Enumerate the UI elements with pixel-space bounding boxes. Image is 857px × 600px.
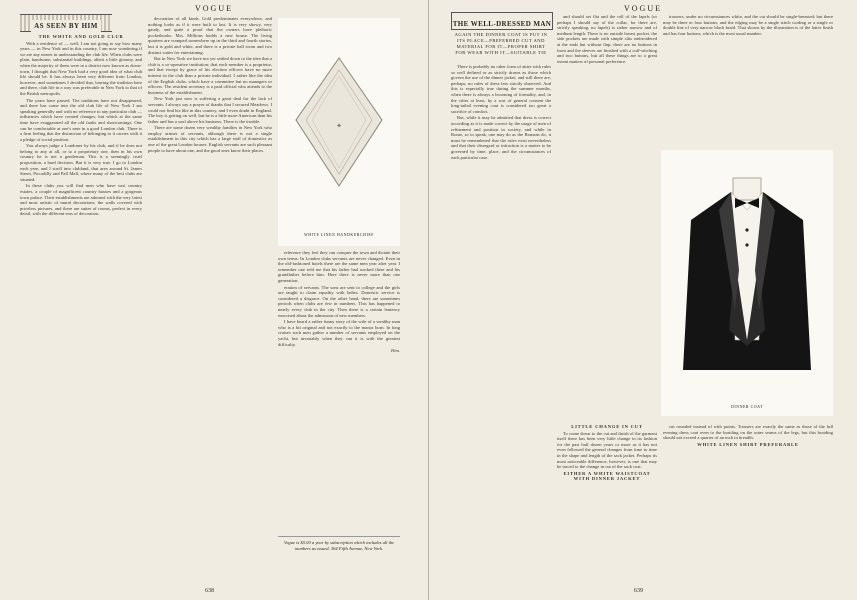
well-dressed-man-header bbox=[451, 12, 553, 30]
right-column-3-top bbox=[663, 14, 833, 164]
paragraph: To come down to the cut and finish of the garment itself there has been very little change in its fashion for the past half dozen years or more as it has not even followed the general changes from time to time in the shape and length of the sack jacket. Perhaps its most noticeable difference, however, is one that may be traced to the change in cut of the sack coat. bbox=[557, 430, 657, 470]
article-heading: THE WHITE AND GOLD CLUB bbox=[38, 34, 124, 39]
right-folio: 639 bbox=[634, 588, 643, 594]
waistcoat-heading: EITHER A WHITE WAISTCOAT WITH DINNER JACKET bbox=[563, 470, 651, 482]
paragraph: You always judge a Londoner by his club, and if he does not belong to any at all, or to a proprietary one, then in his own country he is not a gentleman. This is a seemingly cruel proposition, a hard decision. But it is very true. I go to London each year, and I stroll into clubland, that area around St. James Street, Piccadilly and Pall Mall, where many of the best clubs are situated. bbox=[20, 143, 142, 182]
as-seen-by-him-header bbox=[20, 14, 112, 32]
left-folio: 638 bbox=[205, 588, 214, 594]
paragraph: But, while it may be admitted that dress is correct according as it is made correct by the usage of men of refinement and position in society, and while in Rome, so to speak, one may do as the Romans do, it must be remembered that the rules exist nevertheless and that their disregard or infraction is a matter to be governed by time, place, and the circumstances of each particular case. bbox=[451, 115, 551, 160]
paragraph: The years have passed. The traditions have not disappeared, and there has come into the old club life of New York I am speaking generally and with no reference to any particular club — influences which have created changes, but which at the same time have exaggerated all the old faults and shortcomings. One can be comfortable at one's ease in a good London club. There is a firm feeling that the distinction of belonging to it carries with it a pledge of social position. bbox=[20, 97, 142, 142]
paragraph: New York just now is suffering a great deal for the lack of servants. I always say a prayer of thanks that I secured Meadows. I could not find his like in this country, and I even doubt in England. The boy is getting on well, but he is a little more American than his father and has a soul above his business. There is the trouble. bbox=[148, 96, 272, 124]
paragraph: There are some dozen very wealthy families in New York who employ armies of servants, although there is not a single establishment in this city which has a large staff of domestics as one of the great London houses. English servants are such pleasant people to have about one, and the good ones know their places. bbox=[148, 125, 272, 153]
handkerchief-figure bbox=[278, 18, 400, 246]
dinner-coat-figure bbox=[661, 150, 833, 416]
section-title: AS SEEN BY HIM bbox=[31, 20, 101, 32]
svg-text:✦: ✦ bbox=[336, 122, 342, 130]
paragraph: With a residence of — well, I am not going to say how many years — in New York and in this country, I am now wondering if we are any nearer in understanding the club life. When clubs were plain, handsome, substantial buildings, albeit a little gloomy, and when the majority of them were in a district now known as down-town, I thought that New York had a very good idea of what club life should be. It has always been very different from London, however, and sometimes I decided that, barring the tradition here and there, club life in a way was preferable in New York to that of the British metropolis. bbox=[20, 40, 142, 96]
handkerchief-illustration bbox=[278, 18, 400, 228]
signature: Him. bbox=[390, 348, 400, 354]
paragraph: I have heard a rather funny story of the wife of a wealthy man who is a bit original and not exactly to the manor born. In long cruises such men gather a number of servants employed on the yacht, but invariably when they can it is with the greatest difficulty. bbox=[278, 319, 400, 347]
paragraph: eration of servants. The sons are sent to college and the girls are taught to claim equality with ladies. Domestic service is considered a disgrace. On the other hand, there are sometimes periods when clubs are few in numbers. This has happened to nearly every club in the city. Then there is a certain leniency exercised about the admission of new members. bbox=[278, 284, 400, 318]
paragraph: decoration of all kinds. Gold predominates everywhere, and nothing looks as if it were built to last. It is very showy, very gaudy, and quite a proof that the owners have plethoric pocketbooks. Mrs. Millions builds a new house. The living quarters are cramped somewhere up in the third and fourth stories, but it is gold and white, and there is a private ball room and two distinct suites for entertaining. bbox=[148, 16, 272, 55]
left-column-3 bbox=[278, 250, 400, 530]
left-masthead: VOGUE bbox=[195, 4, 233, 13]
article-deck: AGAIN THE DINNER COAT IS PUT IN ITS PLACE—PREFERRED CUT AND MATERIAL FOR IT—PROPER SHIRT FOR WEAR WITH IT—SUITABLE TIE bbox=[454, 32, 548, 55]
dinner-coat-caption: DINNER COAT bbox=[730, 404, 764, 409]
paragraph: and should set flat and the roll of the lapels (or perhaps I should say of the collar, for there are, strictly speaking, no lapels) is rather narrow and of medium length. There is no outside breast pocket, the side pockets are made with simple slits embroidered at the ends but without flap; there are no buttons in front and the sleeves are finished with a cuff-stitching and two buttons, but all these things are to a great extent matters of personal preference. bbox=[557, 14, 657, 64]
dinner-coat-illustration bbox=[661, 150, 833, 400]
right-column-2-bottom bbox=[557, 424, 657, 584]
little-change-heading: LITTLE CHANGE IN CUT bbox=[571, 424, 643, 429]
right-column-1 bbox=[451, 64, 551, 584]
shirt-heading: WHITE LINEN SHIRT PREFERABLE bbox=[697, 441, 799, 447]
paragraph: There is probably no other form of attire with rules so well defined or as strictly drawn as those which govern the use of the dinner jacket, and still there are, perhaps, no rules of dress less strictly observed. And this is especially true during the summer months, when there is always a lessening of formality, and, in the cities at least, by a sort of general consent the long-tailed evening coat is considered too great a sacrifice of comfort. bbox=[451, 64, 551, 114]
left-column-2 bbox=[148, 16, 272, 582]
left-column-1 bbox=[20, 34, 142, 582]
paragraph: trousers, under no circumstances white, and the cut should be single-breasted; but there may be three or four buttons, and the edging may be a single stitch cording or a single or double line of very narrow black braid. That shown by the illustration is of the latter finish and has four buttons, which is the most usual number. bbox=[663, 14, 833, 36]
section-title: THE WELL-DRESSED MAN bbox=[452, 20, 552, 28]
paragraph: In these clubs you will find men who have vast country estates, a couple of magnificent country houses and a gorgeous town palace. Their establishments are adorned with the very latest and most artistic of mural decorations, the walls covered with priceless pictures, and there are suites of rooms, perfect in every detail, with the different eras of decoration. bbox=[20, 183, 142, 217]
subscription-note: Vogue is $5.00 a year by subscription which includes all the numbers as issued. 364 Fifth Avenue, New York. bbox=[278, 536, 400, 551]
handkerchief-caption: WHITE LINEN HANDKERCHIEF bbox=[304, 232, 374, 237]
paragraph: But in New York we have not yet settled down to the idea that a club is a co-operative institution; that each member is a proprietor, and that except by grace of his election officers have no more interest in the club than a private individual. I rather like the idea of the English clubs, which have a committee but no managers or officers. The resident secretary is a paid official who attends to the business of the establishment. bbox=[148, 56, 272, 95]
paragraph: cut rounded instead of with points. Trousers are exactly the same as those of the full evening dress coat even to the braiding on the outer seams of the legs, but this braiding should not exceed a quarter of an inch in breadth. bbox=[663, 424, 833, 441]
right-column-2-top bbox=[557, 14, 657, 164]
paragraph: reference they feel they can conquer the town and dictate their own terms. In London clubs servants are never changed. Even in the old-fashioned hotels there are the same men year after year. I remember one told me that his father had worked there and his grandfather before him. Here there is never more than one generation. bbox=[278, 250, 400, 283]
right-masthead: VOGUE bbox=[624, 4, 662, 13]
right-page bbox=[429, 0, 857, 600]
right-column-3-bottom bbox=[663, 424, 833, 584]
